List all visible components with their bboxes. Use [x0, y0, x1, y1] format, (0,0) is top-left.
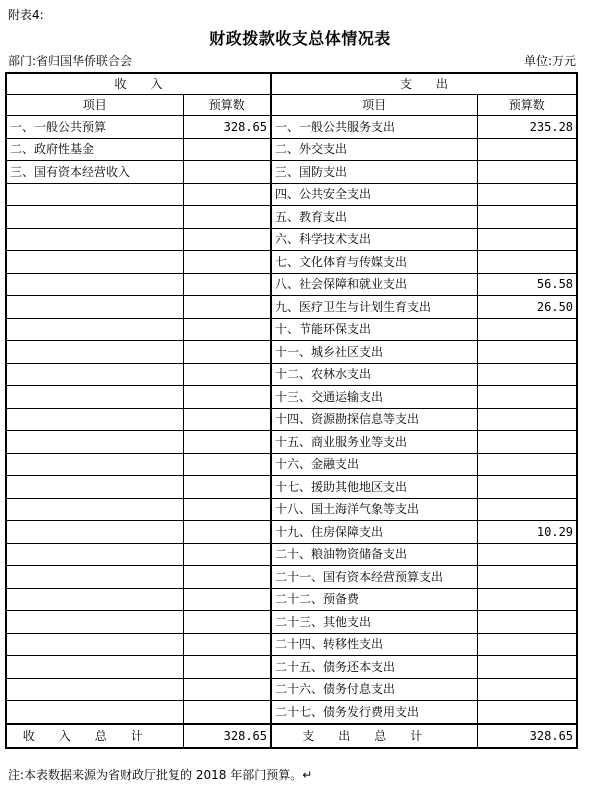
expense-item-cell: 二十、粮油物资储备支出: [271, 543, 477, 566]
expense-total-label: [271, 724, 477, 748]
expense-amount-cell: 10.29: [477, 521, 577, 544]
table-row: [6, 251, 577, 274]
table-row: [6, 453, 577, 476]
income-amount-cell: [183, 611, 271, 634]
income-item-cell: [6, 363, 183, 386]
income-item-cell: [6, 611, 183, 634]
income-amount-cell: [183, 296, 271, 319]
table-row: [6, 206, 577, 229]
expense-item-cell: 二十一、国有资本经营预算支出: [271, 566, 477, 589]
table-row: [6, 701, 577, 724]
expense-item-cell: 九、医疗卫生与计划生育支出: [271, 296, 477, 319]
table-row: [6, 521, 577, 544]
expense-amount-cell: [477, 611, 577, 634]
income-item-cell: [6, 251, 183, 274]
income-total-label-text: 收入总计: [22, 728, 167, 743]
table-row: [6, 138, 577, 161]
table-row: [6, 296, 577, 319]
income-item-cell: [6, 431, 183, 454]
table-row: [6, 318, 577, 341]
income-amount-cell: [183, 206, 271, 229]
income-item-cell: 一、一般公共预算: [6, 116, 183, 139]
income-amount-cell: [183, 273, 271, 296]
expense-item-cell: 三、国防支出: [271, 161, 477, 184]
expense-item-cell: 十九、住房保障支出: [271, 521, 477, 544]
income-amount-cell: [183, 566, 271, 589]
income-amount-cell: [183, 431, 271, 454]
income-amount-cell: [183, 161, 271, 184]
table-row: [6, 498, 577, 521]
expense-amount-cell: [477, 161, 577, 184]
table-row: [6, 633, 577, 656]
footnote: 注:本表数据来源为省财政厅批复的 2018 年部门预算。↵: [8, 768, 313, 782]
table-row: [6, 386, 577, 409]
expense-amount-cell: [477, 678, 577, 701]
expense-item-cell: 八、社会保障和就业支出: [271, 273, 477, 296]
income-amount-cell: [183, 453, 271, 476]
income-amount-cell: [183, 543, 271, 566]
income-amount-cell: [183, 386, 271, 409]
income-amount-cell: [183, 521, 271, 544]
page-title: 财政拨款收支总体情况表: [209, 29, 391, 48]
expense-amount-cell: [477, 476, 577, 499]
expense-amount-cell: [477, 633, 577, 656]
income-item-cell: [6, 701, 183, 724]
table-row: [6, 656, 577, 679]
income-amount-cell: [183, 633, 271, 656]
table-row: [6, 408, 577, 431]
expense-amount-cell: [477, 363, 577, 386]
income-item-cell: [6, 453, 183, 476]
income-item-cell: [6, 296, 183, 319]
budget-table: [5, 72, 578, 749]
expense-amount-cell: [477, 341, 577, 364]
income-item-cell: 二、政府性基金: [6, 138, 183, 161]
income-amount-cell: 328.65: [183, 116, 271, 139]
expense-amount-cell: [477, 701, 577, 724]
totals-row: [6, 724, 577, 748]
expense-item-cell: 二十四、转移性支出: [271, 633, 477, 656]
table-row: [6, 341, 577, 364]
income-item-cell: [6, 318, 183, 341]
expense-item-cell: 十一、城乡社区支出: [271, 341, 477, 364]
table-row: [6, 431, 577, 454]
expense-item-cell: 二十三、其他支出: [271, 611, 477, 634]
income-item-cell: [6, 543, 183, 566]
income-amount-cell: [183, 498, 271, 521]
table-row: [6, 161, 577, 184]
income-amount-cell: [183, 251, 271, 274]
income-amount-cell: [183, 363, 271, 386]
attachment-label: 附表4:: [8, 8, 44, 22]
expense-item-cell: 七、文化体育与传媒支出: [271, 251, 477, 274]
table-row: [6, 363, 577, 386]
income-amount-cell: [183, 341, 271, 364]
table-row: [6, 476, 577, 499]
income-item-cell: [6, 386, 183, 409]
expense-amount-cell: [477, 138, 577, 161]
expense-item-cell: 四、公共安全支出: [271, 183, 477, 206]
table-row: [6, 566, 577, 589]
income-item-cell: [6, 633, 183, 656]
income-item-cell: [6, 183, 183, 206]
income-item-cell: [6, 273, 183, 296]
expense-section-header: 支 出: [271, 73, 577, 95]
income-item-cell: 三、国有资本经营收入: [6, 161, 183, 184]
expense-total-amount: 328.65: [477, 724, 577, 748]
unit-label: 单位:万元: [523, 54, 576, 68]
income-item-cell: [6, 476, 183, 499]
income-amount-cell: [183, 318, 271, 341]
income-item-cell: [6, 408, 183, 431]
expense-amount-cell: [477, 431, 577, 454]
section-header-row: [6, 73, 577, 95]
column-header-row: [6, 95, 577, 116]
table-row: [6, 183, 577, 206]
income-amount-cell: [183, 678, 271, 701]
income-amount-cell: [183, 138, 271, 161]
expense-amount-cell: [477, 588, 577, 611]
expense-item-cell: 二十二、预备费: [271, 588, 477, 611]
income-section-header: 收 入: [6, 73, 271, 95]
income-item-cell: [6, 498, 183, 521]
income-amount-cell: [183, 183, 271, 206]
table-row: [6, 116, 577, 139]
expense-item-cell: 十五、商业服务业等支出: [271, 431, 477, 454]
income-amount-cell: [183, 588, 271, 611]
department-label: 部门:省归国华侨联合会: [8, 54, 133, 68]
income-item-cell: [6, 566, 183, 589]
expense-item-cell: 二十七、债务发行费用支出: [271, 701, 477, 724]
expense-item-cell: 十六、金融支出: [271, 453, 477, 476]
expense-amount-cell: [477, 543, 577, 566]
table-body: [6, 116, 577, 724]
expense-amount-cell: [477, 453, 577, 476]
expense-item-header: 项目: [271, 95, 477, 116]
table-row: [6, 588, 577, 611]
expense-item-cell: 五、教育支出: [271, 206, 477, 229]
expense-item-cell: 十三、交通运输支出: [271, 386, 477, 409]
expense-budget-header: 预算数: [477, 95, 577, 116]
expense-amount-cell: [477, 656, 577, 679]
expense-item-cell: 十七、援助其他地区支出: [271, 476, 477, 499]
table-row: [6, 273, 577, 296]
expense-amount-cell: 235.28: [477, 116, 577, 139]
expense-amount-cell: 26.50: [477, 296, 577, 319]
income-amount-cell: [183, 656, 271, 679]
table-row: [6, 543, 577, 566]
expense-total-label-text: 支出总计: [302, 728, 447, 743]
income-budget-header: 预算数: [183, 95, 271, 116]
income-item-header: 项目: [6, 95, 183, 116]
expense-amount-cell: [477, 318, 577, 341]
table-row: [6, 611, 577, 634]
expense-amount-cell: 56.58: [477, 273, 577, 296]
expense-item-cell: 二、外交支出: [271, 138, 477, 161]
expense-item-cell: 二十五、债务还本支出: [271, 656, 477, 679]
income-item-cell: [6, 521, 183, 544]
expense-item-cell: 十八、国土海洋气象等支出: [271, 498, 477, 521]
income-item-cell: [6, 588, 183, 611]
expense-amount-cell: [477, 251, 577, 274]
expense-item-cell: 十四、资源勘探信息等支出: [271, 408, 477, 431]
expense-item-cell: 十二、农林水支出: [271, 363, 477, 386]
income-item-cell: [6, 206, 183, 229]
income-item-cell: [6, 228, 183, 251]
table-row: [6, 678, 577, 701]
income-item-cell: [6, 341, 183, 364]
income-item-cell: [6, 656, 183, 679]
expense-item-cell: 六、科学技术支出: [271, 228, 477, 251]
income-total-amount: 328.65: [183, 724, 271, 748]
expense-amount-cell: [477, 386, 577, 409]
expense-amount-cell: [477, 206, 577, 229]
expense-item-cell: 二十六、债务付息支出: [271, 678, 477, 701]
expense-item-cell: 十、节能环保支出: [271, 318, 477, 341]
income-item-cell: [6, 678, 183, 701]
expense-amount-cell: [477, 183, 577, 206]
income-amount-cell: [183, 408, 271, 431]
expense-amount-cell: [477, 498, 577, 521]
income-amount-cell: [183, 228, 271, 251]
expense-amount-cell: [477, 228, 577, 251]
income-amount-cell: [183, 476, 271, 499]
income-total-label: [6, 724, 183, 748]
income-amount-cell: [183, 701, 271, 724]
expense-item-cell: 一、一般公共服务支出: [271, 116, 477, 139]
expense-amount-cell: [477, 408, 577, 431]
table-row: [6, 228, 577, 251]
expense-amount-cell: [477, 566, 577, 589]
